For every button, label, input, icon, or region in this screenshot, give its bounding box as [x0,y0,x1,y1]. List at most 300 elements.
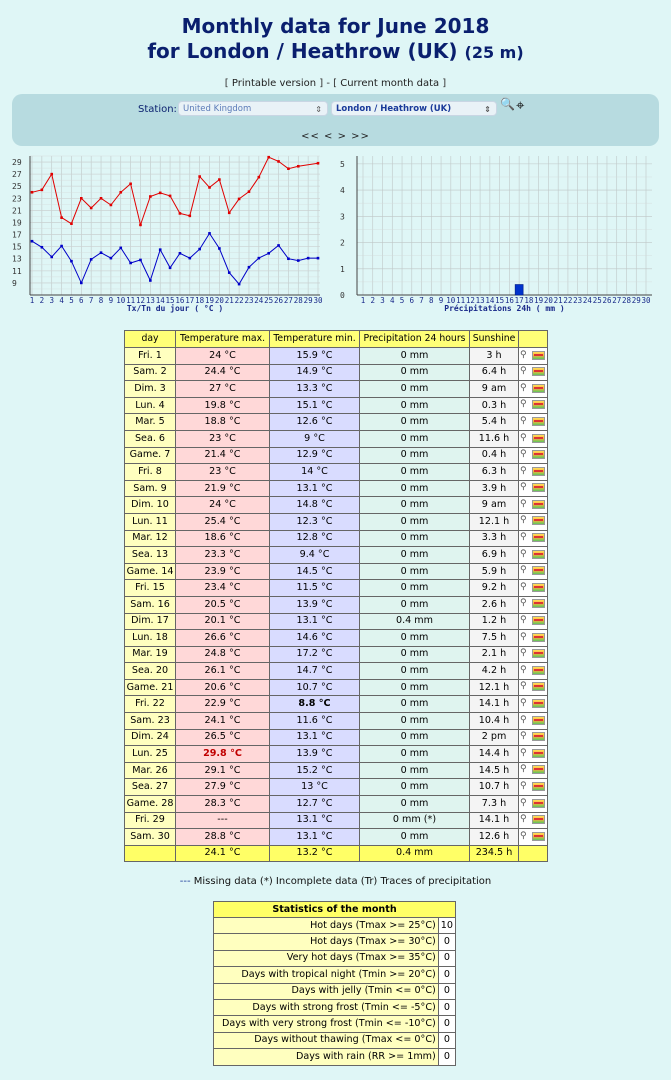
chart-icon[interactable] [532,633,545,642]
row-tmin: 14.7 °C [270,663,360,680]
tmax-line [32,157,318,225]
row-detail-links [519,414,548,431]
tmin-line-point [119,247,122,250]
chart-icon[interactable] [532,765,545,774]
row-day: Dim. 17 [125,613,176,630]
x-tick-label: 15 [495,296,505,305]
x-tick-label: 13 [475,296,485,305]
precip-bar [515,285,523,295]
chart-icon[interactable] [532,616,545,625]
stats-value: 10 [438,918,455,934]
row-detail-links [519,829,548,846]
magnifier-icon[interactable]: ⚲ [520,747,527,758]
row-precip: 0 mm [360,796,470,813]
chart-icon[interactable] [532,483,545,492]
row-sunshine: 10.7 h [470,779,519,796]
chart-icon[interactable] [532,799,545,808]
x-tick-label: 29 [631,296,641,305]
row-tmin: 13.3 °C [270,381,360,398]
x-tick-label: 24 [582,296,592,305]
magnifier-icon[interactable]: ⚲ [520,366,527,377]
chart-icon[interactable] [532,583,545,592]
station-select[interactable] [331,101,497,116]
tmin-line-point [90,258,93,261]
row-day: Mar. 12 [125,530,176,547]
tmin-line-point [179,252,182,255]
row-sunshine: 1.2 h [470,613,519,630]
stats-value: 0 [438,934,455,950]
chart-icon[interactable] [532,417,545,426]
row-detail-links [519,646,548,663]
x-tick-label: 11 [456,296,466,305]
x-tick-label: 25 [592,296,602,305]
magnifier-icon[interactable]: ⚲ [520,465,527,476]
magnifier-icon[interactable]: ⚲ [520,598,527,609]
row-tmin: 9.4 °C [270,547,360,564]
row-tmax: 19.8 °C [176,397,270,414]
row-precip: 0 mm [360,397,470,414]
x-tick-label: 14 [155,296,165,305]
tmax-line-point [80,197,83,200]
row-tmin: 12.3 °C [270,513,360,530]
y-tick-label: 29 [12,158,22,168]
magnifier-icon[interactable]: ⚲ [520,581,527,592]
row-detail-links [519,762,548,779]
daily-data-table [124,330,548,862]
chart-icon[interactable] [532,666,545,675]
stats-row [214,999,456,1015]
row-detail-links [519,729,548,746]
row-detail-links [519,530,548,547]
chart-icon[interactable] [532,815,545,824]
row-sunshine: 9 am [470,381,519,398]
tmax-line-point [238,198,241,201]
row-precip: 0 mm [360,679,470,696]
row-tmin: 13.1 °C [270,829,360,846]
magnifier-icon[interactable]: ⚲ [520,797,527,808]
chevron-updown-icon: ⇕ [315,105,322,114]
row-tmin: 10.7 °C [270,679,360,696]
row-tmin: 14.5 °C [270,563,360,580]
tmax-line-point [188,215,191,218]
chart-icon[interactable] [532,434,545,443]
magnifier-icon[interactable]: ⚲ [520,780,527,791]
stats-value: 0 [438,999,455,1015]
tmin-line-point [238,283,241,286]
row-day: Fri. 29 [125,812,176,829]
totals-icons [519,845,548,861]
x-tick-label: 17 [514,296,524,305]
totals-precip: 0.4 mm [360,845,470,861]
x-tick-label: 30 [641,296,651,305]
row-day: Sam. 2 [125,364,176,381]
x-tick-label: 28 [621,296,631,305]
x-tick-label: 30 [313,296,323,305]
row-day: Lun. 4 [125,397,176,414]
row-tmax: 27 °C [176,381,270,398]
totals-tmin: 13.2 °C [270,845,360,861]
table-row [125,547,548,564]
x-tick-label: 5 [399,296,405,305]
row-tmin: 13.1 °C [270,729,360,746]
chart-icon[interactable] [532,550,545,559]
row-detail-links [519,513,548,530]
tmin-line-point [70,260,73,263]
stats-label: Days with very strong frost (Tmin <= -10°C) [214,1016,439,1032]
search-icon[interactable]: 🔍 [500,97,515,111]
stats-label: Days with rain (RR >= 1mm) [214,1049,439,1065]
row-tmax: 26.5 °C [176,729,270,746]
row-tmax: 24 °C [176,348,270,365]
tmin-line-point [228,271,231,274]
row-day: Sam. 30 [125,829,176,846]
row-tmax: 28.3 °C [176,796,270,813]
row-day: Fri. 22 [125,696,176,713]
row-detail-links [519,397,548,414]
y-tick-label: 19 [12,218,22,228]
chart-icon[interactable] [532,649,545,658]
table-row [125,729,548,746]
magnifier-icon[interactable]: ⚲ [520,631,527,642]
table-row [125,447,548,464]
magnifier-icon[interactable]: ⚲ [520,830,527,841]
tmax-line-point [119,191,122,194]
y-tick-label: 25 [12,182,22,192]
row-day: Dim. 10 [125,497,176,514]
row-sunshine: 5.4 h [470,414,519,431]
x-tick-label: 18 [195,296,205,305]
tmin-line-point [297,259,300,262]
chart-icon[interactable] [532,450,545,459]
row-tmin: 14.8 °C [270,497,360,514]
row-tmax: 25.4 °C [176,513,270,530]
row-precip: 0 mm [360,414,470,431]
tmin-line-point [139,259,142,262]
stats-value: 0 [438,1016,455,1032]
country-select-value: United Kingdom [183,104,252,114]
stats-row [214,1049,456,1065]
page-title [0,14,671,65]
col-header-tmax: Temperature max. [176,331,270,348]
chart-icon[interactable] [532,566,545,575]
magnifier-icon[interactable]: ⚲ [520,532,527,543]
table-row [125,630,548,647]
row-precip: 0 mm (*) [360,812,470,829]
x-tick-label: 26 [602,296,612,305]
x-tick-label: 3 [49,296,54,305]
row-tmax: 28.8 °C [176,829,270,846]
magnifier-icon[interactable]: ⚲ [520,515,527,526]
row-day: Mar. 26 [125,762,176,779]
table-row [125,530,548,547]
row-tmax: 21.9 °C [176,480,270,497]
row-tmin: 12.8 °C [270,530,360,547]
table-row [125,829,548,846]
x-tick-label: 22 [234,296,244,305]
magnifier-icon[interactable]: ⚲ [520,415,527,426]
magnifier-icon[interactable]: ⚲ [520,565,527,576]
chart-icon[interactable] [532,400,545,409]
row-detail-links [519,497,548,514]
table-row [125,497,548,514]
row-sunshine: 12.6 h [470,829,519,846]
row-detail-links [519,812,548,829]
x-tick-label: 12 [135,296,145,305]
tmin-line-point [41,246,44,249]
x-tick-label: 16 [175,296,185,305]
row-sunshine: 14.4 h [470,746,519,763]
magnifier-icon[interactable]: ⚲ [520,681,527,692]
row-day: Fri. 15 [125,580,176,597]
magnifier-icon[interactable]: ⚲ [520,615,527,626]
title-line-1: Monthly data for June 2018 [181,14,490,38]
row-tmin: 15.1 °C [270,397,360,414]
x-tick-label: 24 [254,296,264,305]
table-row [125,414,548,431]
tmax-line-point [129,183,132,186]
tmax-line-point [179,212,182,215]
chart-icon[interactable] [532,699,545,708]
table-row [125,696,548,713]
magnifier-icon[interactable]: ⚲ [520,498,527,509]
row-detail-links [519,679,548,696]
row-sunshine: 2.6 h [470,596,519,613]
precipitation-chart [330,152,660,320]
row-precip: 0 mm [360,663,470,680]
row-sunshine: 3.9 h [470,480,519,497]
row-day: Mar. 19 [125,646,176,663]
row-detail-links [519,779,548,796]
row-sunshine: 3.3 h [470,530,519,547]
chart-icon[interactable] [532,367,545,376]
row-detail-links [519,713,548,730]
row-day: Game. 21 [125,679,176,696]
x-tick-label: 10 [446,296,456,305]
crosshair-icon[interactable]: ⌖ [516,96,525,114]
row-detail-links [519,547,548,564]
row-detail-links [519,796,548,813]
x-tick-label: 15 [165,296,175,305]
chart-icon[interactable] [532,682,545,691]
tmax-line-point [277,160,280,163]
tmin-line-point [307,257,310,260]
tmin-line-point [80,282,83,285]
x-tick-label: 21 [224,296,234,305]
magnifier-icon[interactable]: ⚲ [520,648,527,659]
row-tmax: 22.9 °C [176,696,270,713]
row-precip: 0.4 mm [360,613,470,630]
row-precip: 0 mm [360,829,470,846]
x-tick-label: 23 [573,296,583,305]
x-tick-label: 8 [98,296,104,305]
chart-icon[interactable] [532,782,545,791]
table-row [125,430,548,447]
table-row [125,348,548,365]
y-tick-label: 15 [12,242,22,252]
chart-icon[interactable] [532,732,545,741]
row-tmax: 18.8 °C [176,414,270,431]
y-tick-label: 27 [12,170,22,180]
legend-missing-symbol: --- [179,876,191,887]
magnifier-icon[interactable]: ⚲ [520,482,527,493]
chevron-updown-icon: ⇕ [484,105,491,114]
row-tmax: 23 °C [176,464,270,481]
x-tick-label: 17 [185,296,195,305]
tmin-line-point [50,256,53,259]
chart-icon[interactable] [532,832,545,841]
row-detail-links [519,580,548,597]
row-tmin: 14.9 °C [270,364,360,381]
magnifier-icon[interactable]: ⚲ [520,764,527,775]
row-day: Fri. 8 [125,464,176,481]
magnifier-icon[interactable]: ⚲ [520,814,527,825]
row-tmin: 12.9 °C [270,447,360,464]
x-tick-label: 7 [88,296,94,305]
y-tick-label: 21 [12,206,22,216]
table-row [125,580,548,597]
chart-icon[interactable] [532,716,545,725]
row-sunshine: 14.1 h [470,696,519,713]
row-tmin: 8.8 °C [270,696,360,713]
magnifier-icon[interactable]: ⚲ [520,548,527,559]
x-tick-label: 20 [543,296,553,305]
x-tick-label: 1 [29,296,35,305]
chart-icon[interactable] [532,467,545,476]
chart-icon[interactable] [532,516,545,525]
chart-icon[interactable] [532,533,545,542]
chart-icon[interactable] [532,599,545,608]
tmax-line-point [60,216,63,219]
row-detail-links [519,464,548,481]
row-tmax: 20.6 °C [176,679,270,696]
row-tmax: 24 °C [176,497,270,514]
row-sunshine: 3 h [470,348,519,365]
row-tmin: 9 °C [270,430,360,447]
y-tick-label: 2 [340,238,345,248]
row-precip: 0 mm [360,364,470,381]
tmin-line-point [198,248,201,251]
x-tick-label: 29 [303,296,313,305]
chart-icon[interactable] [532,351,545,360]
row-tmin: 13.1 °C [270,480,360,497]
magnifier-icon[interactable]: ⚲ [520,731,527,742]
row-sunshine: 7.3 h [470,796,519,813]
printable-version-link[interactable]: Printable version [231,78,317,89]
magnifier-icon[interactable]: ⚲ [520,399,527,410]
row-tmax: 26.1 °C [176,663,270,680]
stats-title: Statistics of the month [214,902,456,918]
tmin-line-point [277,244,280,247]
stats-value: 0 [438,983,455,999]
magnifier-icon[interactable]: ⚲ [520,382,527,393]
tmin-line-point [248,266,251,269]
y-tick-label: 5 [340,159,345,169]
month-navigation[interactable]: << < > >> [301,131,370,142]
x-tick-label: 2 [39,296,45,305]
x-tick-label: 9 [108,296,114,305]
stats-row [214,950,456,966]
x-tick-label: 9 [438,296,444,305]
tmax-line-point [90,207,93,210]
row-tmax: 20.5 °C [176,596,270,613]
magnifier-icon[interactable]: ⚲ [520,449,527,460]
x-tick-label: 16 [504,296,514,305]
chart-icon[interactable] [532,384,545,393]
row-day: Sam. 23 [125,713,176,730]
row-day: Sea. 6 [125,430,176,447]
stats-row [214,918,456,934]
row-tmax: 23.9 °C [176,563,270,580]
row-tmin: 14 °C [270,464,360,481]
row-sunshine: 10.4 h [470,713,519,730]
row-precip: 0 mm [360,696,470,713]
x-tick-label: 20 [214,296,224,305]
tmax-line-point [297,165,300,168]
y-tick-label: 9 [12,278,17,288]
chart-icon[interactable] [532,749,545,758]
row-day: Game. 7 [125,447,176,464]
row-precip: 0 mm [360,430,470,447]
row-detail-links [519,381,548,398]
col-header-tmin: Temperature min. [270,331,360,348]
x-tick-label: 10 [116,296,126,305]
magnifier-icon[interactable]: ⚲ [520,698,527,709]
row-sunshine: 4.2 h [470,663,519,680]
table-row [125,663,548,680]
x-axis-label: Précipitations 24h ( mm ) [444,304,565,313]
chart-icon[interactable] [532,500,545,509]
table-row [125,480,548,497]
row-day: Game. 28 [125,796,176,813]
tmin-line-point [258,257,261,260]
magnifier-icon[interactable]: ⚲ [520,349,527,360]
row-tmax: 27.9 °C [176,779,270,796]
stats-label: Days with tropical night (Tmin >= 20°C) [214,967,439,983]
row-tmin: 13 °C [270,779,360,796]
table-row [125,596,548,613]
row-tmin: 14.6 °C [270,630,360,647]
y-tick-label: 3 [340,212,345,222]
row-day: Sam. 9 [125,480,176,497]
row-tmin: 13.1 °C [270,613,360,630]
title-altitude: (25 m) [464,43,524,62]
totals-sunshine: 234.5 h [470,845,519,861]
tmax-line-point [287,167,290,170]
row-day: Sea. 13 [125,547,176,564]
tmax-line-point [317,162,320,165]
magnifier-icon[interactable]: ⚲ [520,432,527,443]
table-row [125,812,548,829]
magnifier-icon[interactable]: ⚲ [520,664,527,675]
row-precip: 0 mm [360,480,470,497]
row-tmax: 24.8 °C [176,646,270,663]
totals-label [125,845,176,861]
magnifier-icon[interactable]: ⚲ [520,714,527,725]
x-tick-label: 4 [59,296,64,305]
row-sunshine: 14.1 h [470,812,519,829]
stats-label: Hot days (Tmax >= 25°C) [214,918,439,934]
x-tick-label: 19 [534,296,544,305]
stats-value: 0 [438,950,455,966]
stats-label: Days without thawing (Tmax <= 0°C) [214,1032,439,1048]
x-tick-label: 1 [360,296,366,305]
table-row [125,397,548,414]
row-tmax: 23.3 °C [176,547,270,564]
tmax-line-point [208,186,211,189]
country-select[interactable] [178,101,328,116]
current-month-link[interactable]: Current month data [340,78,440,89]
row-day: Game. 14 [125,563,176,580]
